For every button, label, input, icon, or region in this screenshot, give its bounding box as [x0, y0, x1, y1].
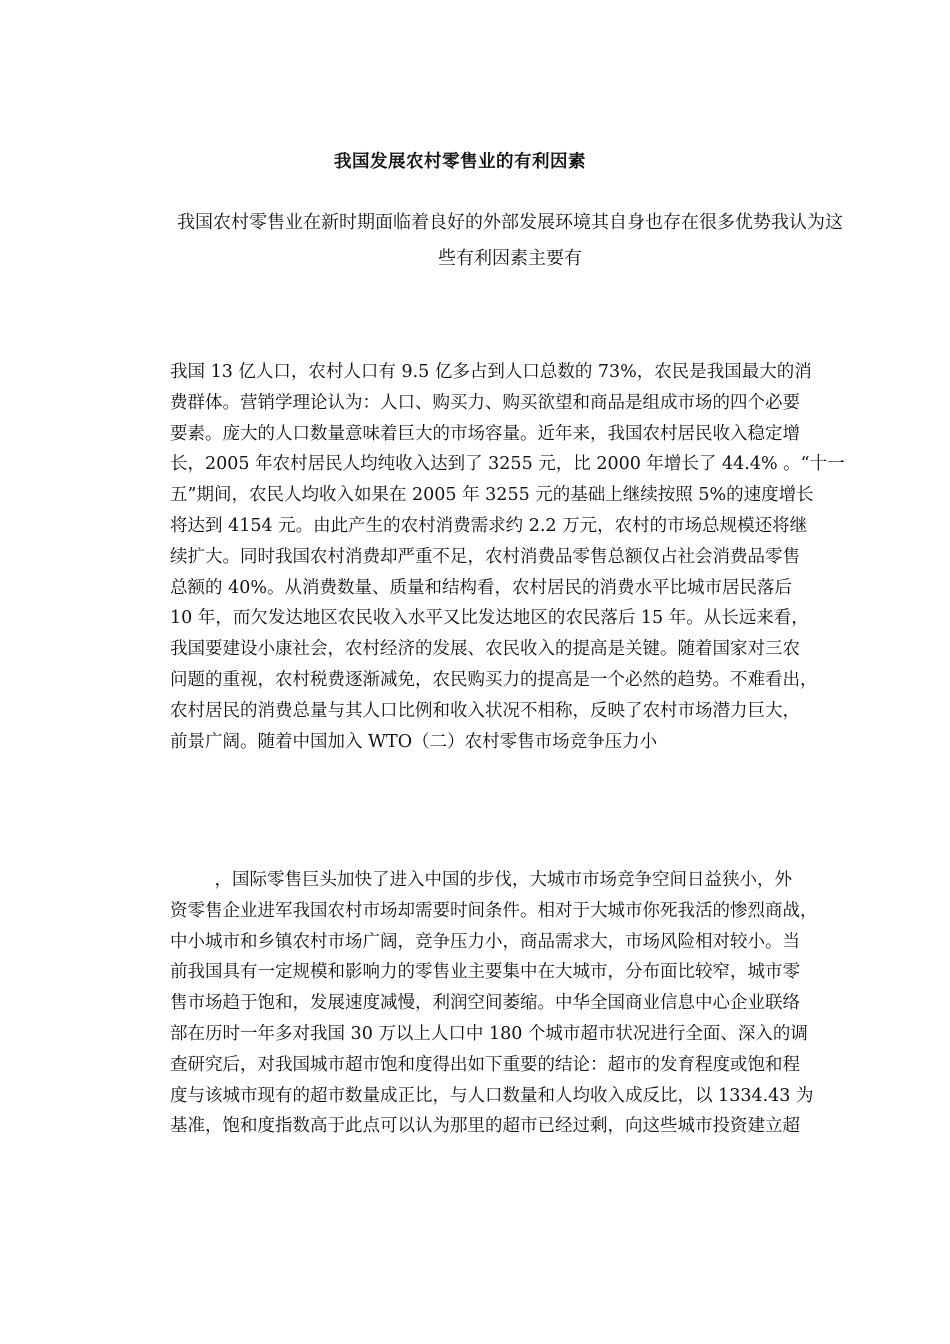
- paragraph-line: 我国 13 亿人口，农村人口有 9.5 亿多占到人口总数的 73%，农民是我国最大的消: [170, 362, 812, 382]
- paragraph-line: 问题的重视，农村税费逐渐减免，农民购买力的提高是一个必然的趋势。不难看出，: [170, 669, 818, 690]
- paragraph-line: 前景广阔。随着中国加入 WTO（二）农村零售市场竞争压力小: [170, 731, 658, 752]
- paragraph-line: 要素。庞大的人口数量意味着巨大的市场容量。近年来，我国农村居民收入稳定增: [170, 423, 800, 444]
- paragraph-line: 10 年，而欠发达地区农民收入水平又比发达地区的农民落后 15 年。从长远来看，: [170, 608, 809, 629]
- paragraph-line: 度与该城市现有的超市数量成正比，与人口数量和人均收入成反比，以 1334.43 为: [170, 1085, 814, 1106]
- paragraph-line: 我国要建设小康社会，农村经济的发展、农民收入的提高是关键。随着国家对三农: [170, 639, 800, 660]
- body-paragraph-1: [170, 357, 890, 757]
- paragraph-line: 将达到 4154 元。由此产生的农村消费需求约 2.2 万元，农村的市场总规模还将继: [170, 515, 808, 536]
- paragraph-line: 五”期间，农民人均收入如果在 2005 年 3255 元的基础上继续按照 5%的速度增长: [170, 485, 814, 506]
- body-paragraph-2: [170, 865, 890, 1142]
- paragraph-line: 资零售企业进军我国农村市场却需要时间条件。相对于大城市你死我活的惨烈商战，: [170, 900, 818, 921]
- paragraph-line: 农村居民的消费总量与其人口比例和收入状况不相称，反映了农村市场潜力巨大，: [170, 700, 800, 721]
- paragraph-line: 长，2005 年农村居民人均纯收入达到了 3255 元，比 2000 年增长了 44.4% 。“十一: [170, 454, 845, 475]
- document-subtitle: [150, 205, 870, 277]
- paragraph-line: 基准，饱和度指数高于此点可以认为那里的超市已经过剩，向这些城市投资建立超: [170, 1116, 800, 1137]
- document-title: 我国发展农村零售业的有利因素: [334, 152, 586, 172]
- subtitle-line: 些有利因素主要有: [438, 248, 582, 269]
- paragraph-line: 费群体。营销学理论认为：人口、购买力、购买欲望和商品是组成市场的四个必要: [170, 392, 800, 413]
- subtitle-line: 我国农村零售业在新时期面临着良好的外部发展环境其自身也存在很多优势我认为这: [177, 212, 843, 233]
- paragraph-line: 续扩大。同时我国农村消费却严重不足，农村消费品零售总额仅占社会消费品零售: [170, 546, 800, 567]
- paragraph-line: 部在历时一年多对我国 30 万以上人口中 180 个城市超市状况进行全面、深入的调: [170, 1023, 808, 1044]
- paragraph-line: 售市场趋于饱和，发展速度减慢，利润空间萎缩。中华全国商业信息中心企业联络: [170, 993, 800, 1014]
- paragraph-line: ，国际零售巨头加快了进入中国的步伐，大城市市场竞争空间日益狭小，外: [170, 870, 792, 890]
- paragraph-line: 前我国具有一定规模和影响力的零售业主要集中在大城市，分布面比较窄，城市零: [170, 962, 800, 983]
- paragraph-line: 查研究后，对我国城市超市饱和度得出如下重要的结论：超市的发育程度或饱和程: [170, 1054, 800, 1075]
- paragraph-line: 总额的 40%。从消费数量、质量和结构看，农村居民的消费水平比城市居民落后: [170, 577, 792, 598]
- paragraph-line: 中小城市和乡镇农村市场广阔，竞争压力小，商品需求大，市场风险相对较小。当: [170, 931, 800, 952]
